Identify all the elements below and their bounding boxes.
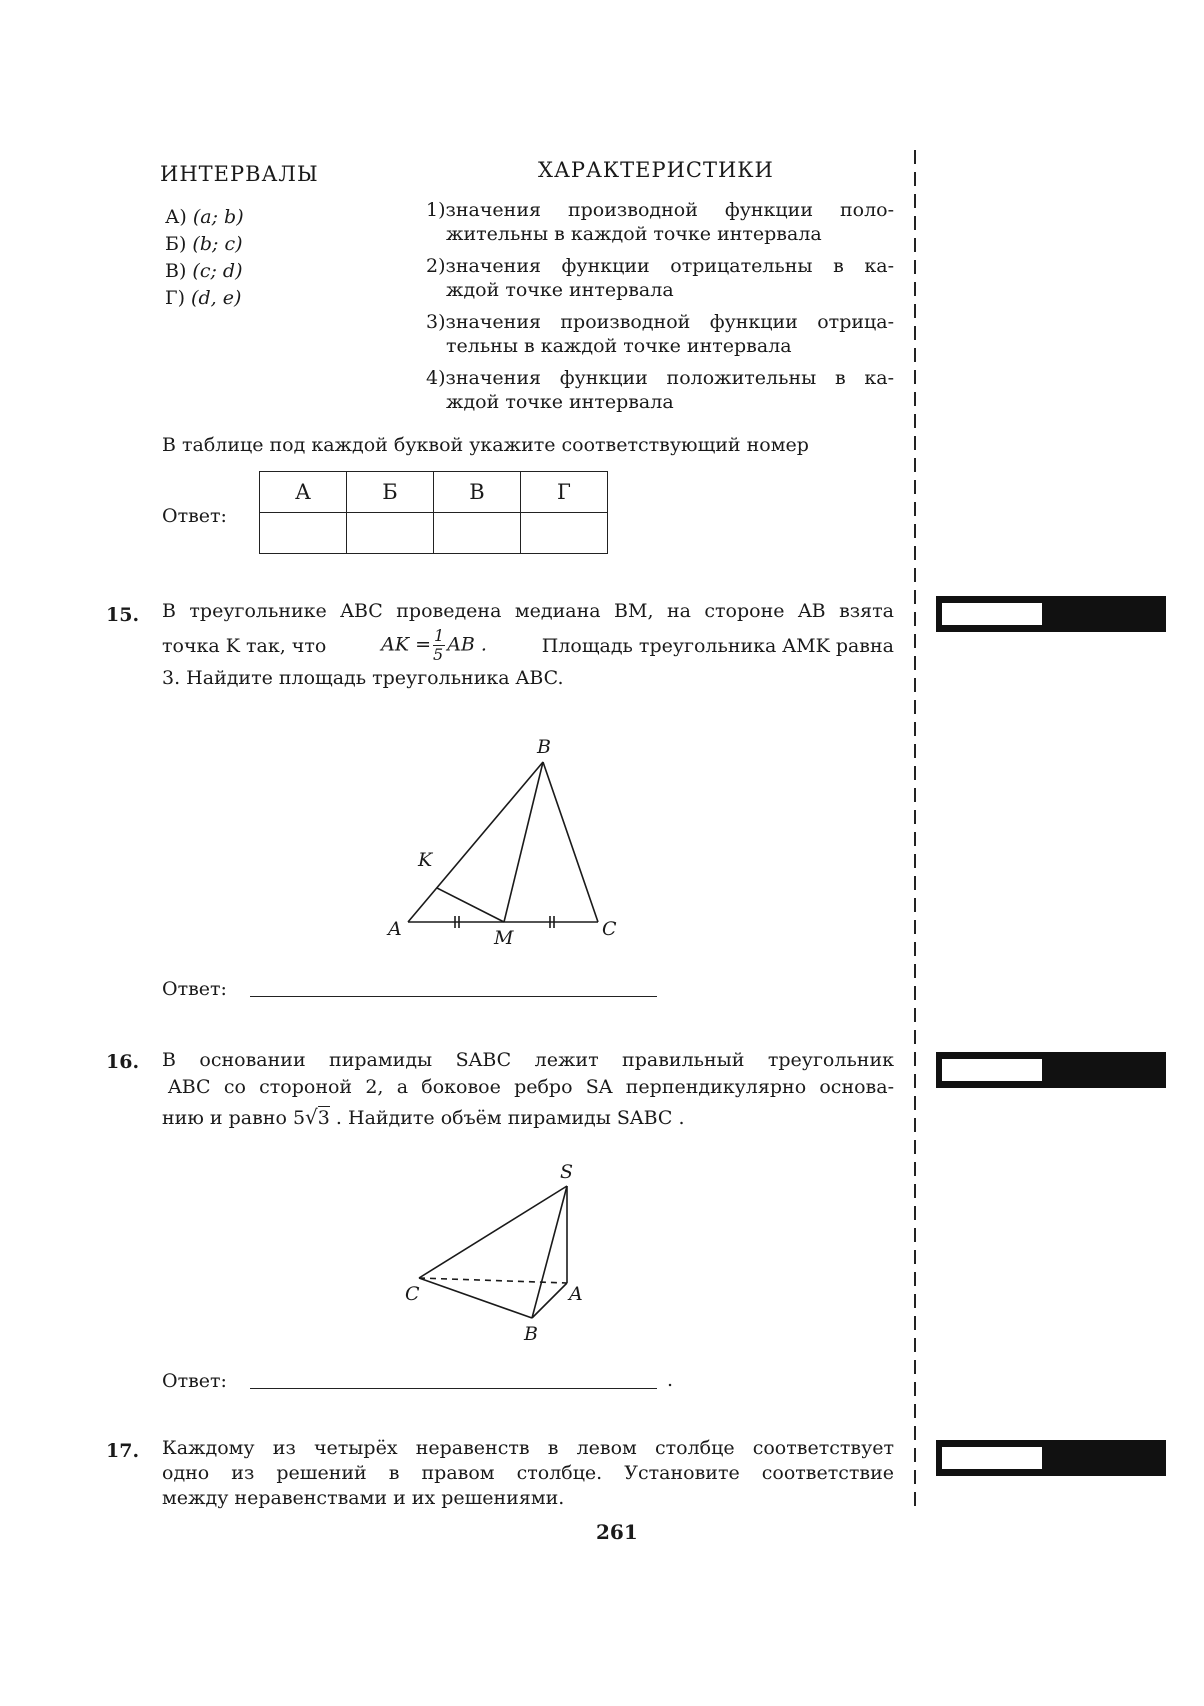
vertex-label-s: S (560, 1161, 574, 1183)
characteristic-item: 2) значения функции отрицательны в ка- ждой точке интервала (426, 255, 894, 301)
answer-table-header: Б (347, 472, 434, 513)
q15-number: 15. (106, 604, 140, 626)
answer-table-header: В (434, 472, 521, 513)
pyramid-figure (395, 1160, 595, 1355)
q16-answer-line[interactable] (250, 1388, 657, 1389)
margin-marker-16 (936, 1052, 1166, 1088)
vertex-label-a: A (569, 1283, 583, 1305)
table-instruction: В таблице под каждой буквой укажите соответствующий номер (162, 434, 809, 456)
characteristics-title: ХАРАКТЕРИСТИКИ (538, 158, 774, 182)
answer-cell[interactable] (347, 513, 434, 554)
edge-ca-hidden (419, 1278, 567, 1283)
vertex-label-b: B (537, 736, 551, 758)
vertex-label-k: K (418, 849, 433, 871)
vertex-label-c: C (405, 1283, 420, 1305)
answer-table (259, 471, 608, 554)
answer-table-header: Г (521, 472, 608, 513)
q16-number: 16. (106, 1051, 140, 1073)
side-bc (543, 762, 598, 922)
q16-answer-label: Ответ: (162, 1370, 227, 1392)
answer-label: Ответ: (162, 505, 227, 527)
edge-cb (419, 1278, 532, 1318)
q17-number: 17. (106, 1440, 140, 1462)
answer-cell[interactable] (260, 513, 347, 554)
edge-sc (419, 1186, 567, 1278)
margin-marker-17 (936, 1440, 1166, 1476)
intervals-list (165, 204, 244, 312)
q15-answer-label: Ответ: (162, 978, 227, 1000)
characteristic-item: 4) значения функции положительны в ка- ждой точке интервала (426, 367, 894, 413)
q15-text: В треугольнике ABC проведена медиана BM, на стороне AB взята точка K так, что AK = $\frac{1}{5}$ AB . Площадь треугольника AMK равна 3. Найдите площадь треугольника ABC. (162, 600, 894, 689)
interval-item: А) (a; b) (165, 206, 244, 228)
q17-text: Каждому из четырёх неравенств в левом столбце соответствует одно из решений в правом столбце. Установите соответствие между неравенствами и их решениями. (162, 1437, 894, 1509)
margin-marker-15 (936, 596, 1166, 632)
page-number: 261 (596, 1520, 638, 1544)
interval-item: Г) (d, e) (165, 287, 242, 309)
vertex-label-b: B (524, 1323, 538, 1345)
cut-line (914, 150, 916, 1510)
answer-cell[interactable] (434, 513, 521, 554)
q16-answer-dot: . (667, 1369, 674, 1391)
segment-km (437, 888, 504, 922)
answer-cell[interactable] (521, 513, 608, 554)
edge-sb (532, 1186, 567, 1318)
triangle-figure (380, 735, 630, 950)
intervals-title: ИНТЕРВАЛЫ (160, 162, 319, 186)
interval-item: В) (c; d) (165, 260, 243, 282)
interval-item: Б) (b; c) (165, 233, 243, 255)
characteristic-item: 3) значения производной функции отрица- тельны в каждой точке интервала (426, 311, 894, 357)
vertex-label-a: A (388, 918, 402, 940)
q16-text: В основании пирамиды SABC лежит правильный треугольник ABC со стороной 2, а боковое ребро SA перпендикулярно основа- нию и равно 5√3 . Найдите объём пирамиды SABC . (162, 1049, 894, 1129)
answer-table-header: А (260, 472, 347, 513)
q15-answer-line[interactable] (250, 996, 657, 997)
vertex-label-m: M (494, 927, 514, 949)
characteristics-list (426, 198, 894, 414)
vertex-label-c: C (602, 918, 617, 940)
characteristic-item: 1) значения производной функции поло- жительны в каждой точке интервала (426, 199, 894, 245)
